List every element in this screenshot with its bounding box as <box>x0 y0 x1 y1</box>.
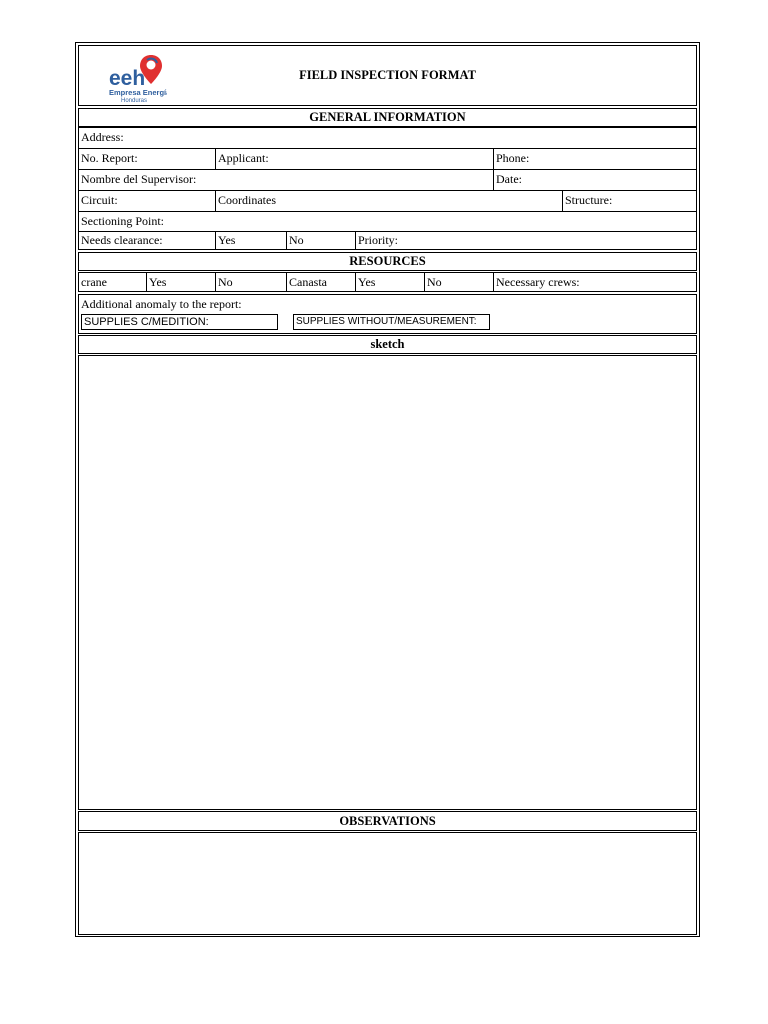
sketch-heading: sketch <box>370 337 405 351</box>
supervisor-row <box>79 170 696 191</box>
coordinates-field[interactable]: Coordinates <box>216 191 563 211</box>
observations-heading-row <box>78 811 697 831</box>
form-header <box>78 45 697 106</box>
circuit-field[interactable]: Circuit: <box>79 191 216 211</box>
crane-yes-option[interactable]: Yes <box>147 273 216 291</box>
sketch-area[interactable] <box>78 355 697 810</box>
clearance-row <box>79 232 696 249</box>
clearance-no-option[interactable]: No <box>287 232 356 249</box>
crane-no-option[interactable]: No <box>216 273 287 291</box>
observations-area[interactable] <box>78 832 697 935</box>
report-row <box>79 149 696 170</box>
sketch-heading-row <box>78 335 697 354</box>
clearance-yes-option[interactable]: Yes <box>216 232 287 249</box>
address-field[interactable]: Address: <box>81 130 124 144</box>
sectioning-row <box>79 212 696 232</box>
general-info-heading-row <box>78 108 697 127</box>
general-info-grid <box>78 127 697 250</box>
logo-letters: eeh <box>109 67 146 90</box>
circuit-row <box>79 191 696 212</box>
form-title: FIELD INSPECTION FORMAT <box>299 68 476 82</box>
supplies-without-measurement-box[interactable]: SUPPLIES WITHOUT/MEASUREMENT: <box>293 314 490 330</box>
observations-heading: OBSERVATIONS <box>339 814 436 828</box>
resources-row <box>78 272 697 292</box>
canasta-label: Canasta <box>287 273 356 291</box>
date-field[interactable]: Date: <box>496 172 522 186</box>
inspection-form <box>75 42 700 937</box>
phone-field[interactable]: Phone: <box>496 151 530 165</box>
canasta-yes-option[interactable]: Yes <box>356 273 425 291</box>
report-number-field[interactable]: No. Report: <box>79 149 216 169</box>
address-row <box>79 128 696 149</box>
priority-field[interactable]: Priority: <box>358 233 399 247</box>
crane-label: crane <box>79 273 147 291</box>
general-info-heading: GENERAL INFORMATION <box>309 110 466 124</box>
logo-line2: Honduras <box>121 98 148 104</box>
anomaly-block <box>78 294 697 334</box>
supplies-with-measurement-box[interactable]: SUPPLIES C/MEDITION: <box>81 314 278 330</box>
canasta-no-option[interactable]: No <box>425 273 494 291</box>
applicant-field[interactable]: Applicant: <box>216 149 494 169</box>
anomaly-label: Additional anomaly to the report: <box>81 297 242 311</box>
logo-line1: Empresa Energía <box>109 88 167 97</box>
resources-heading-row <box>78 252 697 271</box>
necessary-crews-field[interactable]: Necessary crews: <box>496 275 580 289</box>
supervisor-field[interactable]: Nombre del Supervisor: <box>79 170 494 190</box>
sectioning-point-field[interactable]: Sectioning Point: <box>81 214 165 228</box>
resources-heading: RESOURCES <box>349 254 426 268</box>
structure-field[interactable]: Structure: <box>565 193 613 207</box>
needs-clearance-label: Needs clearance: <box>79 232 216 249</box>
